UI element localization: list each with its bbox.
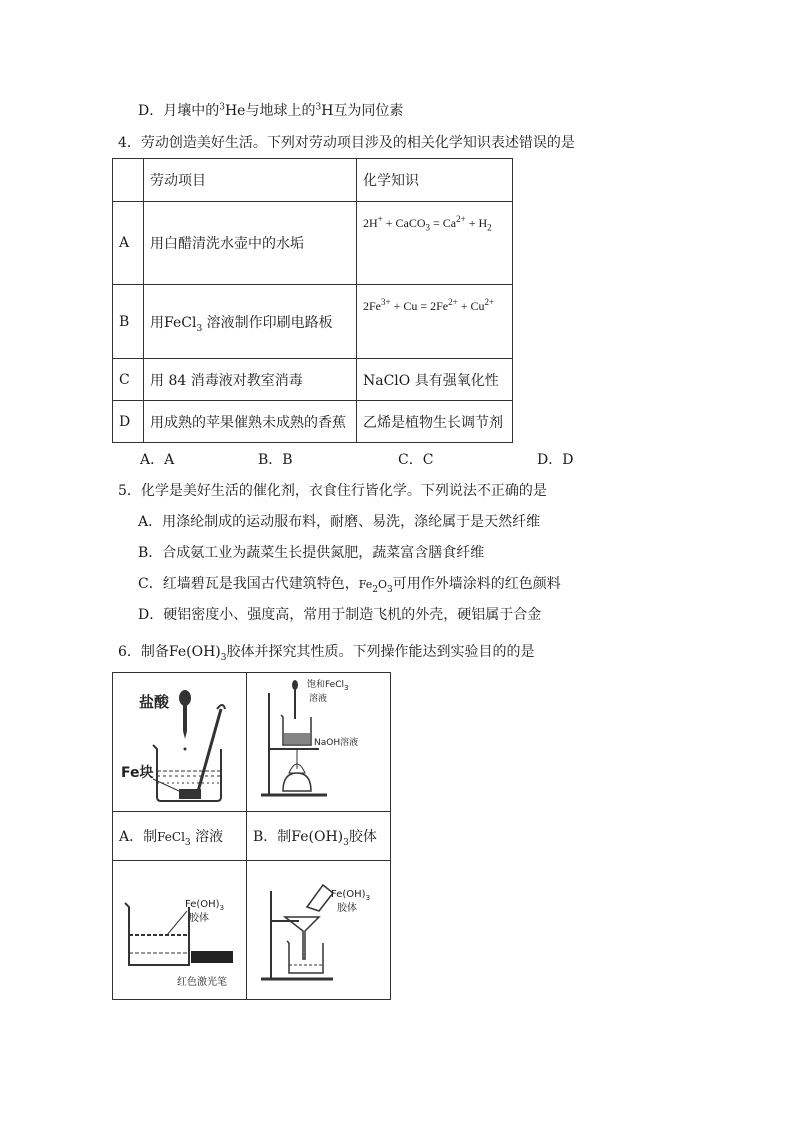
fig-b-cell[interactable] <box>247 673 391 812</box>
fig-d-filtration <box>247 861 390 995</box>
svg-text:饱和FeCl3: 饱和FeCl$_3$ <box>307 680 349 692</box>
table-row <box>113 285 513 359</box>
row-equation: 2H+ + CaCO$_3$ = $Ca^{2+} + H_2$ <box>357 202 513 285</box>
header-empty-cell <box>113 159 144 202</box>
row-label: C <box>113 359 144 401</box>
q6-figure-table <box>112 672 391 1000</box>
table-header-row <box>113 159 513 202</box>
fig-c-laser-colloid <box>113 861 246 995</box>
q4-stem: 4．劳动创造美好生活。下列对劳动项目涉及的相关化学知识表述错误的是 <box>118 135 575 151</box>
row-label: D <box>113 401 144 443</box>
svg-text:溶液: 溶液 <box>309 694 328 704</box>
row-item: 用白醋清洗水壶中的水垢 <box>144 202 357 285</box>
row-equation: $2Fe^{3+} + Cu = 2Fe^{2+} + Cu^{2+}$ <box>357 285 513 359</box>
row-item: 用FeCl$_3$ 溶液制作印刷电路板 <box>144 285 357 359</box>
svg-text:胶体: 胶体 <box>337 903 357 914</box>
svg-text:NaOH溶液: NaOH溶液 <box>314 738 359 748</box>
q3-option-d <box>138 101 403 121</box>
q6-option-b-label[interactable]: B．制$Fe(OH)_3$胶体 <box>247 812 391 861</box>
row-item: 用成熟的苹果催熟未成熟的香蕉 <box>144 401 357 443</box>
row-label: A <box>113 202 144 285</box>
q4-choice-a[interactable]: A．A <box>140 452 175 468</box>
q4-choice-c[interactable]: C．C <box>398 452 434 468</box>
svg-text:Fe(OH)3: $Fe(OH)_3$ <box>185 899 225 912</box>
q5-option-d[interactable]: D．硬铝密度小、强度高，常用于制造飞机的外壳，硬铝属于合金 <box>138 607 542 623</box>
fig-a-cell[interactable] <box>113 673 247 812</box>
svg-text:Fe(OH)3: $Fe(OH)_3$ <box>331 889 371 902</box>
q4-choice-b[interactable]: B．B <box>258 452 293 468</box>
q5-stem: 5．化学是美好生活的催化剂，衣食住行皆化学。下列说法不正确的是 <box>118 483 547 499</box>
svg-text:Fe块: Fe块 <box>121 765 154 781</box>
table-row <box>113 359 513 401</box>
table-row <box>113 401 513 443</box>
fig-b-naoh-fecl3-heat <box>247 673 390 807</box>
q3-d-mid1: He与地球上的 <box>224 103 316 119</box>
he-mass-number: 3 <box>219 102 225 113</box>
q5-option-a[interactable]: A．用涤纶制成的运动服布料，耐磨、易洗，涤纶属于是天然纤维 <box>138 514 541 530</box>
q4-table <box>112 158 513 443</box>
svg-text:盐酸: 盐酸 <box>139 693 170 711</box>
header-labor-item: 劳动项目 <box>144 159 357 202</box>
q6-option-a-label[interactable]: A．制FeCl$_3$ 溶液 <box>113 812 247 861</box>
h-mass-number: 3 <box>315 102 322 113</box>
fig-a-hcl-iron-beaker <box>113 673 246 807</box>
header-chem-knowledge: 化学知识 <box>357 159 513 202</box>
fig-d-cell[interactable] <box>247 861 391 1000</box>
q3-d-prefix: D．月壤中的 <box>138 103 220 119</box>
q3-d-mid2: H互为同位素 <box>321 103 404 119</box>
q4-choice-d[interactable]: D．D <box>537 452 574 468</box>
row-item: 用 84 消毒液对教室消毒 <box>144 359 357 401</box>
q6-stem: 6．制备$Fe(OH)_3$胶体并探究其性质。下列操作能达到实验目的的是 <box>118 644 535 663</box>
table-row <box>113 202 513 285</box>
svg-text:胶体: 胶体 <box>189 913 209 924</box>
row-knowledge: 乙烯是植物生长调节剂 <box>357 401 513 443</box>
q5-option-b[interactable]: B．合成氨工业为蔬菜生长提供氮肥，蔬菜富含膳食纤维 <box>138 545 485 561</box>
fig-c-cell[interactable] <box>113 861 247 1000</box>
q5-option-c[interactable]: C．红墙碧瓦是我国古代建筑特色，$Fe_2O_3$可用作外墙涂料的红色颜料 <box>138 576 561 595</box>
row-knowledge: NaClO 具有强氧化性 <box>357 359 513 401</box>
row-label: B <box>113 285 144 359</box>
svg-text:红色激光笔: 红色激光笔 <box>177 977 227 988</box>
